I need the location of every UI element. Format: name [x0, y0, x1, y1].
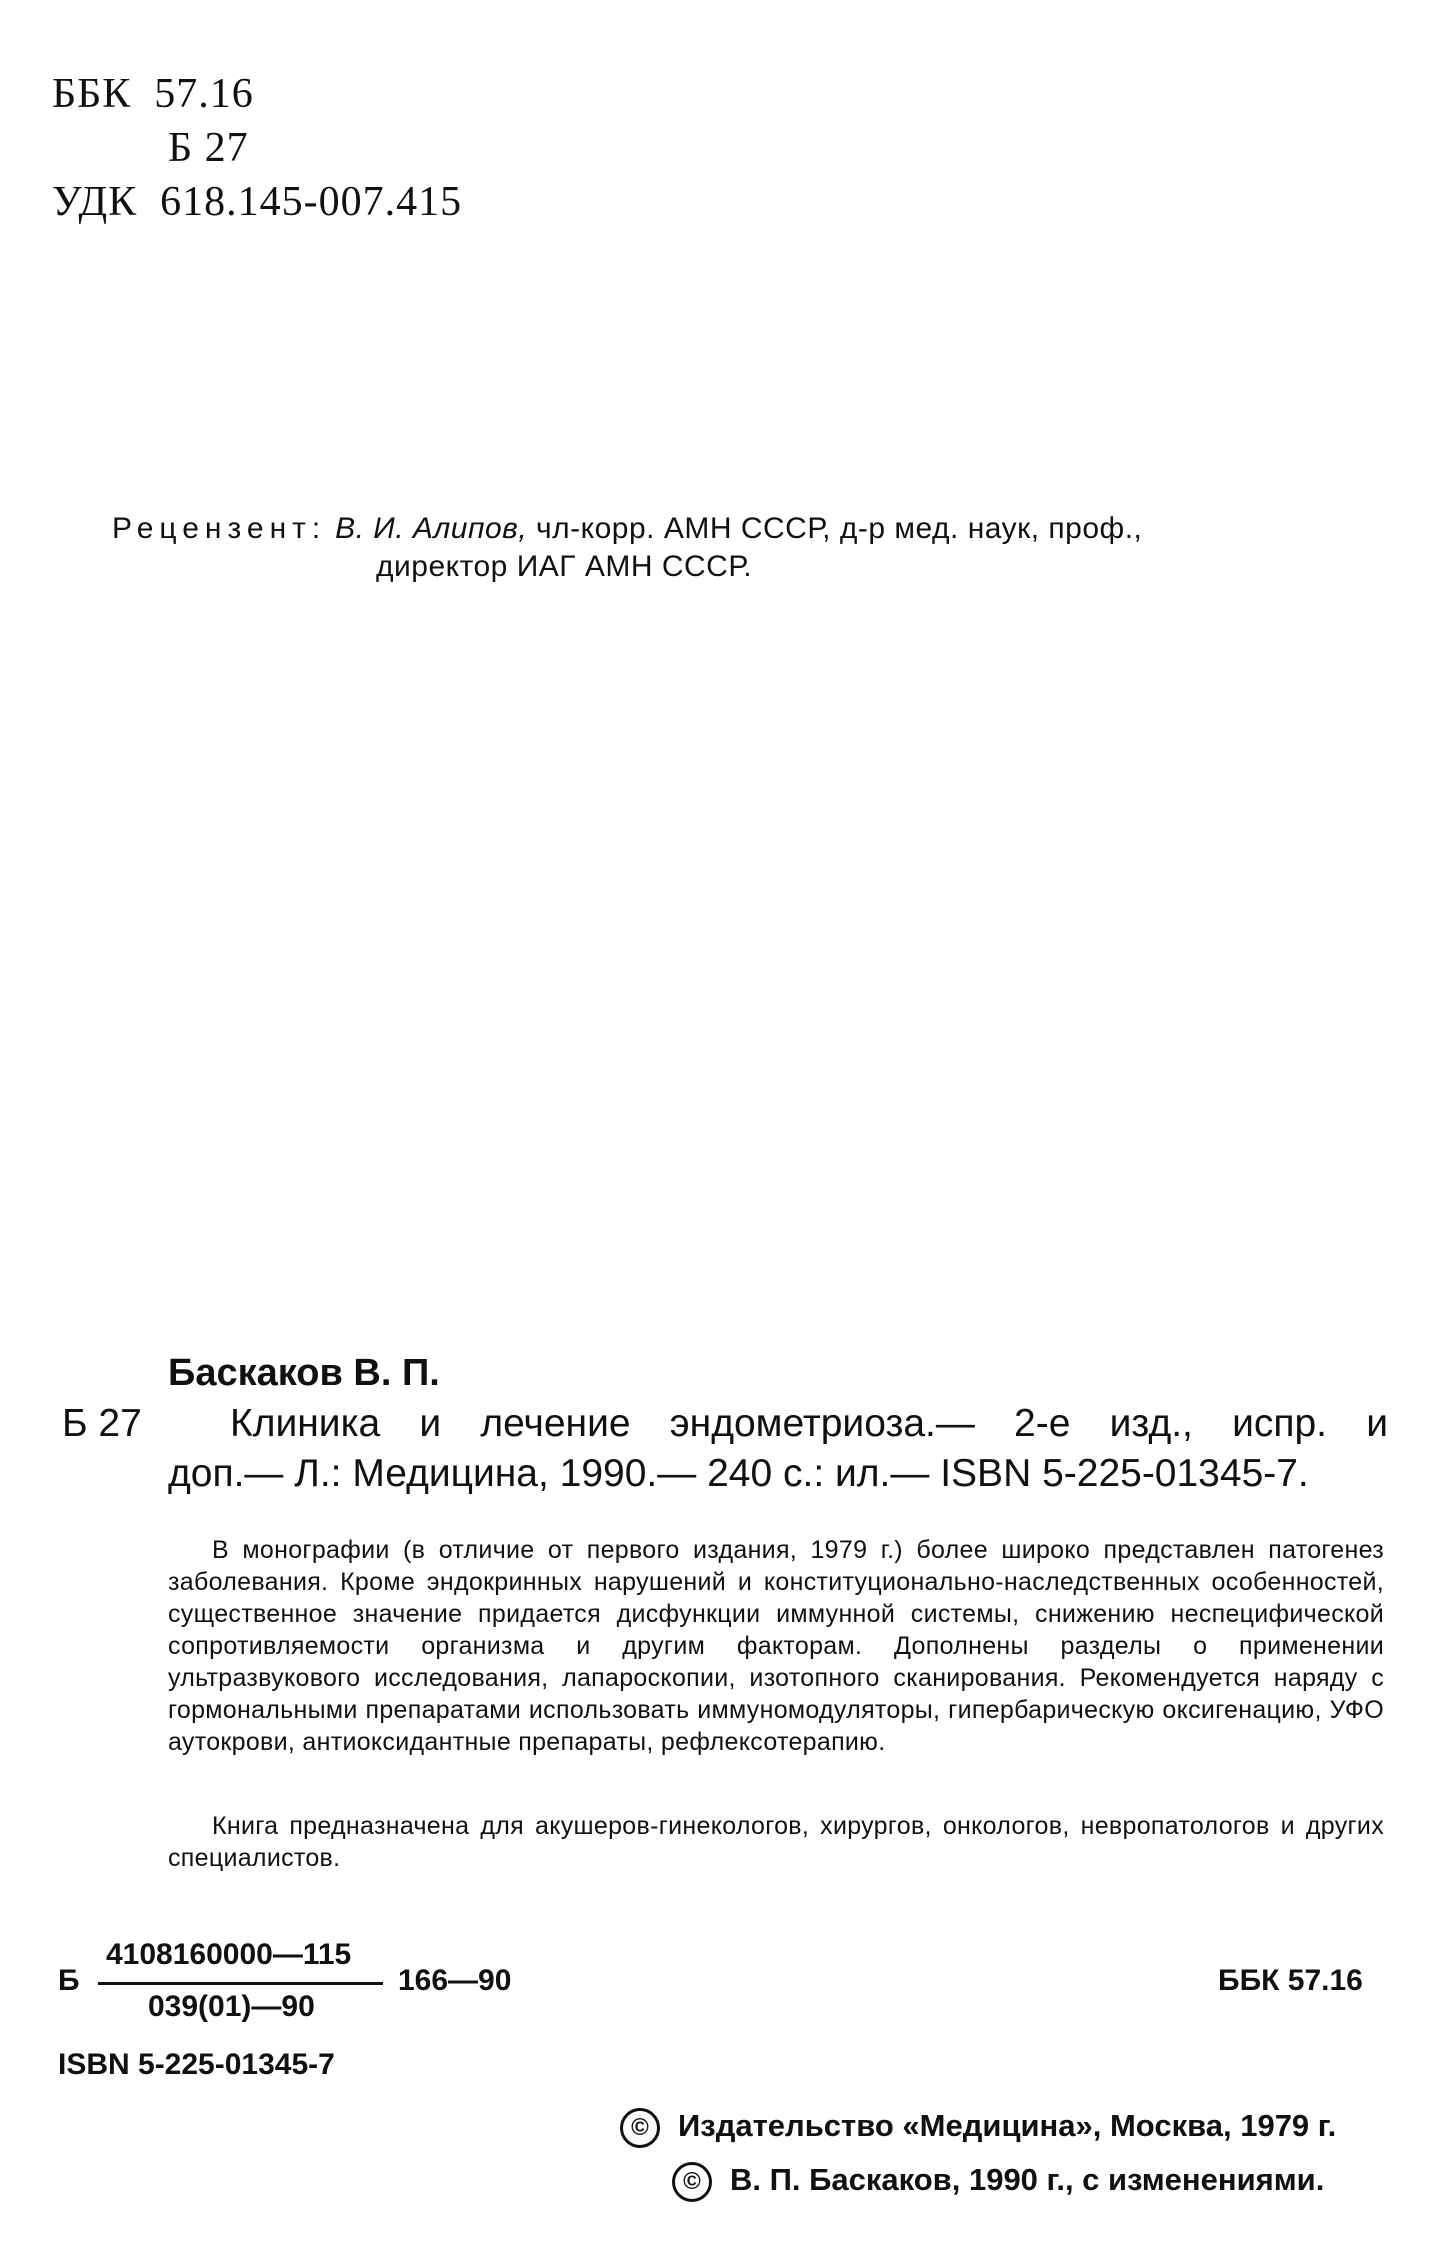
imprint-fraction-line — [98, 1982, 383, 1985]
copyright-icon: © — [672, 2162, 712, 2202]
reviewer-name: В. И. Алипов, — [335, 512, 528, 545]
imprint-order: 166—90 — [398, 1964, 512, 1997]
annotation-paragraph-1: В монографии (в отличие от первого издания, 1979 г.) более широко представлен патогенез заболевания. Кроме эндокринных нарушений и конституционально-наследственных особенностей, существенное значение придается дисфункции иммунной системы, снижению неспецифической сопротивляемости организма и другим факторам. Дополнены разделы о применении ультразвукового исследования, лапароскопии, изотопного сканирования. Рекомендуется наряду с гормональными препаратами использовать иммуномодуляторы, гипербарическую оксигенацию, УФО аутокрови, антиоксидантные препараты, рефлексотерапию. — [168, 1536, 1384, 1756]
imprint-denominator: 039(01)—90 — [148, 1990, 315, 2023]
imprint-numerator: 4108160000—115 — [106, 1938, 352, 1971]
author-mark: Б 27 — [168, 125, 249, 171]
udk-label: УДК — [52, 179, 138, 225]
book-author: Баскаков В. П. — [168, 1352, 440, 1394]
bbk-label: ББК — [52, 71, 132, 117]
catalog-code: Б 27 — [62, 1402, 142, 1445]
bbk-index — [52, 70, 254, 118]
annotation-paragraph-2: Книга предназначена для акушеров-гинекологов, хирургов, онкологов, невропатологов и других специалистов. — [168, 1812, 1384, 1872]
bbk-value: 57.16 — [154, 71, 254, 117]
reviewer-credentials: чл-корр. АМН СССР, д-р мед. наук, проф., — [536, 512, 1143, 545]
udk-value: 618.145-007.415 — [160, 179, 463, 225]
reviewer-line — [112, 512, 1142, 546]
reviewer-position: директор ИАГ АМН СССР. — [376, 550, 753, 583]
copyright-author-text: В. П. Баскаков, 1990 г., с изменениями. — [730, 2162, 1325, 2198]
imprint-isbn: ISBN 5-225-01345-7 — [58, 2048, 335, 2081]
copyright-publisher-text: Издательство «Медицина», Москва, 1979 г. — [678, 2108, 1337, 2144]
udk-index — [52, 178, 462, 226]
imprint-bbk: ББК 57.16 — [1218, 1964, 1363, 1997]
copyright-icon: © — [620, 2108, 660, 2148]
title-line-1: Клиника и лечение эндометриоза.— 2-е изд., испр. и — [230, 1402, 1388, 1445]
title-line-2: доп.— Л.: Медицина, 1990.— 240 с.: ил.— ISBN 5-225-01345-7. — [168, 1452, 1309, 1495]
copyright-publisher — [620, 2108, 1336, 2148]
reviewer-label: Рецензент: — [112, 512, 327, 545]
imprint-letter: Б — [58, 1964, 80, 1997]
copyright-author — [672, 2162, 1324, 2202]
